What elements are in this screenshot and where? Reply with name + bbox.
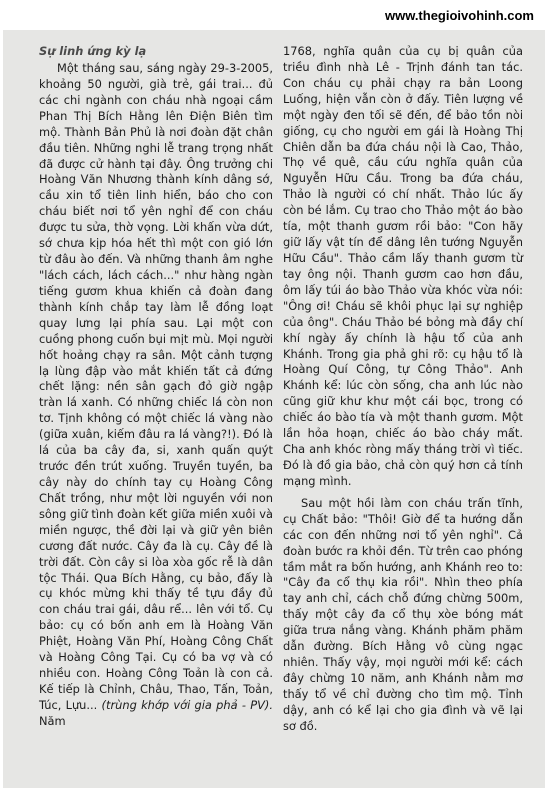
left-column <box>39 44 273 730</box>
left-paragraph-tail: Năm <box>39 713 66 728</box>
section-heading: Sự linh ứng kỳ lạ <box>39 44 147 58</box>
right-paragraph-2: Sau một hồi làm con cháu trấn tĩnh, cụ Chất bảo: "Thôi! Giờ để ta hướng dẫn các con đến những nơi tổ yên nghỉ". Cả đoàn bước ra khỏi đền. Từ trên cao phóng tầm mắt ra bốn hướng, anh Khánh reo to: "Cây đa cổ thụ kia rồi". Nhìn theo phía tay anh chỉ, cách chỗ đứng chừng 500m, thấy một cây đa cổ thụ xòe bóng mát giữa trưa nắng vàng. Khánh phăm phăm dẫn đường. Bích Hằng vô cùng ngạc nhiên. Thấy vậy, mọi người mới kể: cách đây chừng 10 năm, anh Khánh nằm mơ thấy tổ về chỉ đường cho tìm mộ. Tỉnh dậy, anh có kể lại cho gia đình và vẽ lại sơ đồ. <box>283 495 523 733</box>
left-paragraph-1-text: Một tháng sau, sáng ngày 29-3-2005, khoảng 50 người, già trẻ, gái trai... đủ các chi ngành con cháu nhà ngoại cầm Phan Thị Bích Hằng lên Điện Biên tìm mộ. Thành Bản Phủ là nơi đoàn đặt chân đầu tiên. Những nghi lễ trang trọng nhất đã được cử hành tại đây. Ông trưởng chi Hoàng Văn Nhương thành kính dâng sớ, cầu xin tổ tiên linh hiển, báo cho con cháu biết nơi tổ yên nghỉ để con cháu được tu sửa, thờ vọng. Lời khấn vừa dứt, sớ chưa kịp hóa hết thì một con gió lớn từ đâu ào đến. Và những thanh âm nghe "lách cách, lách cách..." như hàng ngàn tiếng gươm khua khiến cả đoàn đang thành kính chắp tay làm lễ đồng loạt quay lưng lại phía sau. Lại một con cuồng phong cuốn bụi mịt mù. Mọi người hốt hoảng chạy ra sân. Một cảnh tượng lạ lùng đập vào mắt khiến tất cả đứng chết lặng: nền sân gạch đỏ giờ ngập tràn lá xanh. Có những chiếc lá còn non tơ. Tịnh không có một chiếc lá vàng nào (giữa xuân, kiếm đâu ra lá vàng?!). Đó là lá của ba cây đa, si, xanh quấn quýt trước đền trút xuống. Truyền tuyền, ba cây này do chính tay cụ Hoàng Công Chất trồng, như một lời nguyền với non sông giữ tình đoàn kết giữa miền xuôi và miền ngược, thề đời lại và giữ yên biên cương đất nước. Cây đa là cụ. Cây đề là trời đất. Còn cây si lòa xòa gốc rễ là dân tộc Thái. Qua Bích Hằng, cụ bảo, đấy là cụ khóc mừng khi thấy tề tựu đầy đủ con cháu trai gái, dâu rể... lên với tổ. Cụ bảo: cụ có bốn anh em là Hoàng Văn Phiệt, Hoàng Văn Phí, Hoàng Công Chất và Hoàng Công Tại. Cụ có ba vợ và có nhiều con. Hoàng Công Toản là con cả. Kế tiếp là Chỉnh, Châu, Thao, Tấn, Toản, Túc, Lựu... <box>39 61 273 712</box>
site-url[interactable]: www.thegioivohinh.com <box>384 8 534 23</box>
newspaper-clipping <box>3 30 545 788</box>
right-paragraph-1: 1768, nghĩa quân của cụ bị quân của triều đình nhà Lê - Trịnh đánh tan tác. Con cháu cụ phải chạy ra bản Loong Luống, hiện vẫn còn ở đấy. Tiên lượng về một ngày đen tối sẽ đến, để bảo tồn nòi giống, cụ cho người em gái là Hoàng Thị Chiên dẫn ba đứa cháu nội là Cao, Thảo, Thọ về quê, cầu cứu nghĩa quân của Nguyễn Hữu Cầu. Trong ba đứa cháu, Thảo là người có chí nhất. Thảo lúc ấy còn bé lắm. Cụ trao cho Thảo một áo bào tía, một thanh gươm rồi bảo: "Con hãy giữ lấy vật tín để dâng lên tướng Nguyễn Hữu Cầu". Thảo cầm lấy thanh gươm từ tay ông nội. Thanh gươm cao hơn đầu, ôm lấy túi áo bào Thảo vừa khóc vừa nói: "Ông ơi! Cháu sẽ khôi phục lại sự nghiệp của ông". Cháu Thảo bé bỏng mà đầy chí khí ngày ấy chính là hậu tổ của anh Khánh. Trong gia phả ghi rõ: cụ hậu tổ là Hoàng Quí Công, tự Công Thảo". Anh Khánh kể: lúc còn sống, cha anh lúc nào cũng giữ khư khư một cái bọc, trong có chiếc áo bào tía và một thanh gươm. Một lần hỏa hoạn, chiếc áo bào cháy mất. Cha anh khóc ròng mấy tháng trời vì tiếc. Đó là đồ gia bảo, chả còn quý hơn cả tính mạng mình. <box>283 44 523 488</box>
genealogy-note: (trùng khớp với gia phả - PV). <box>101 697 273 712</box>
right-column <box>283 44 523 735</box>
left-paragraph-1 <box>39 61 273 730</box>
